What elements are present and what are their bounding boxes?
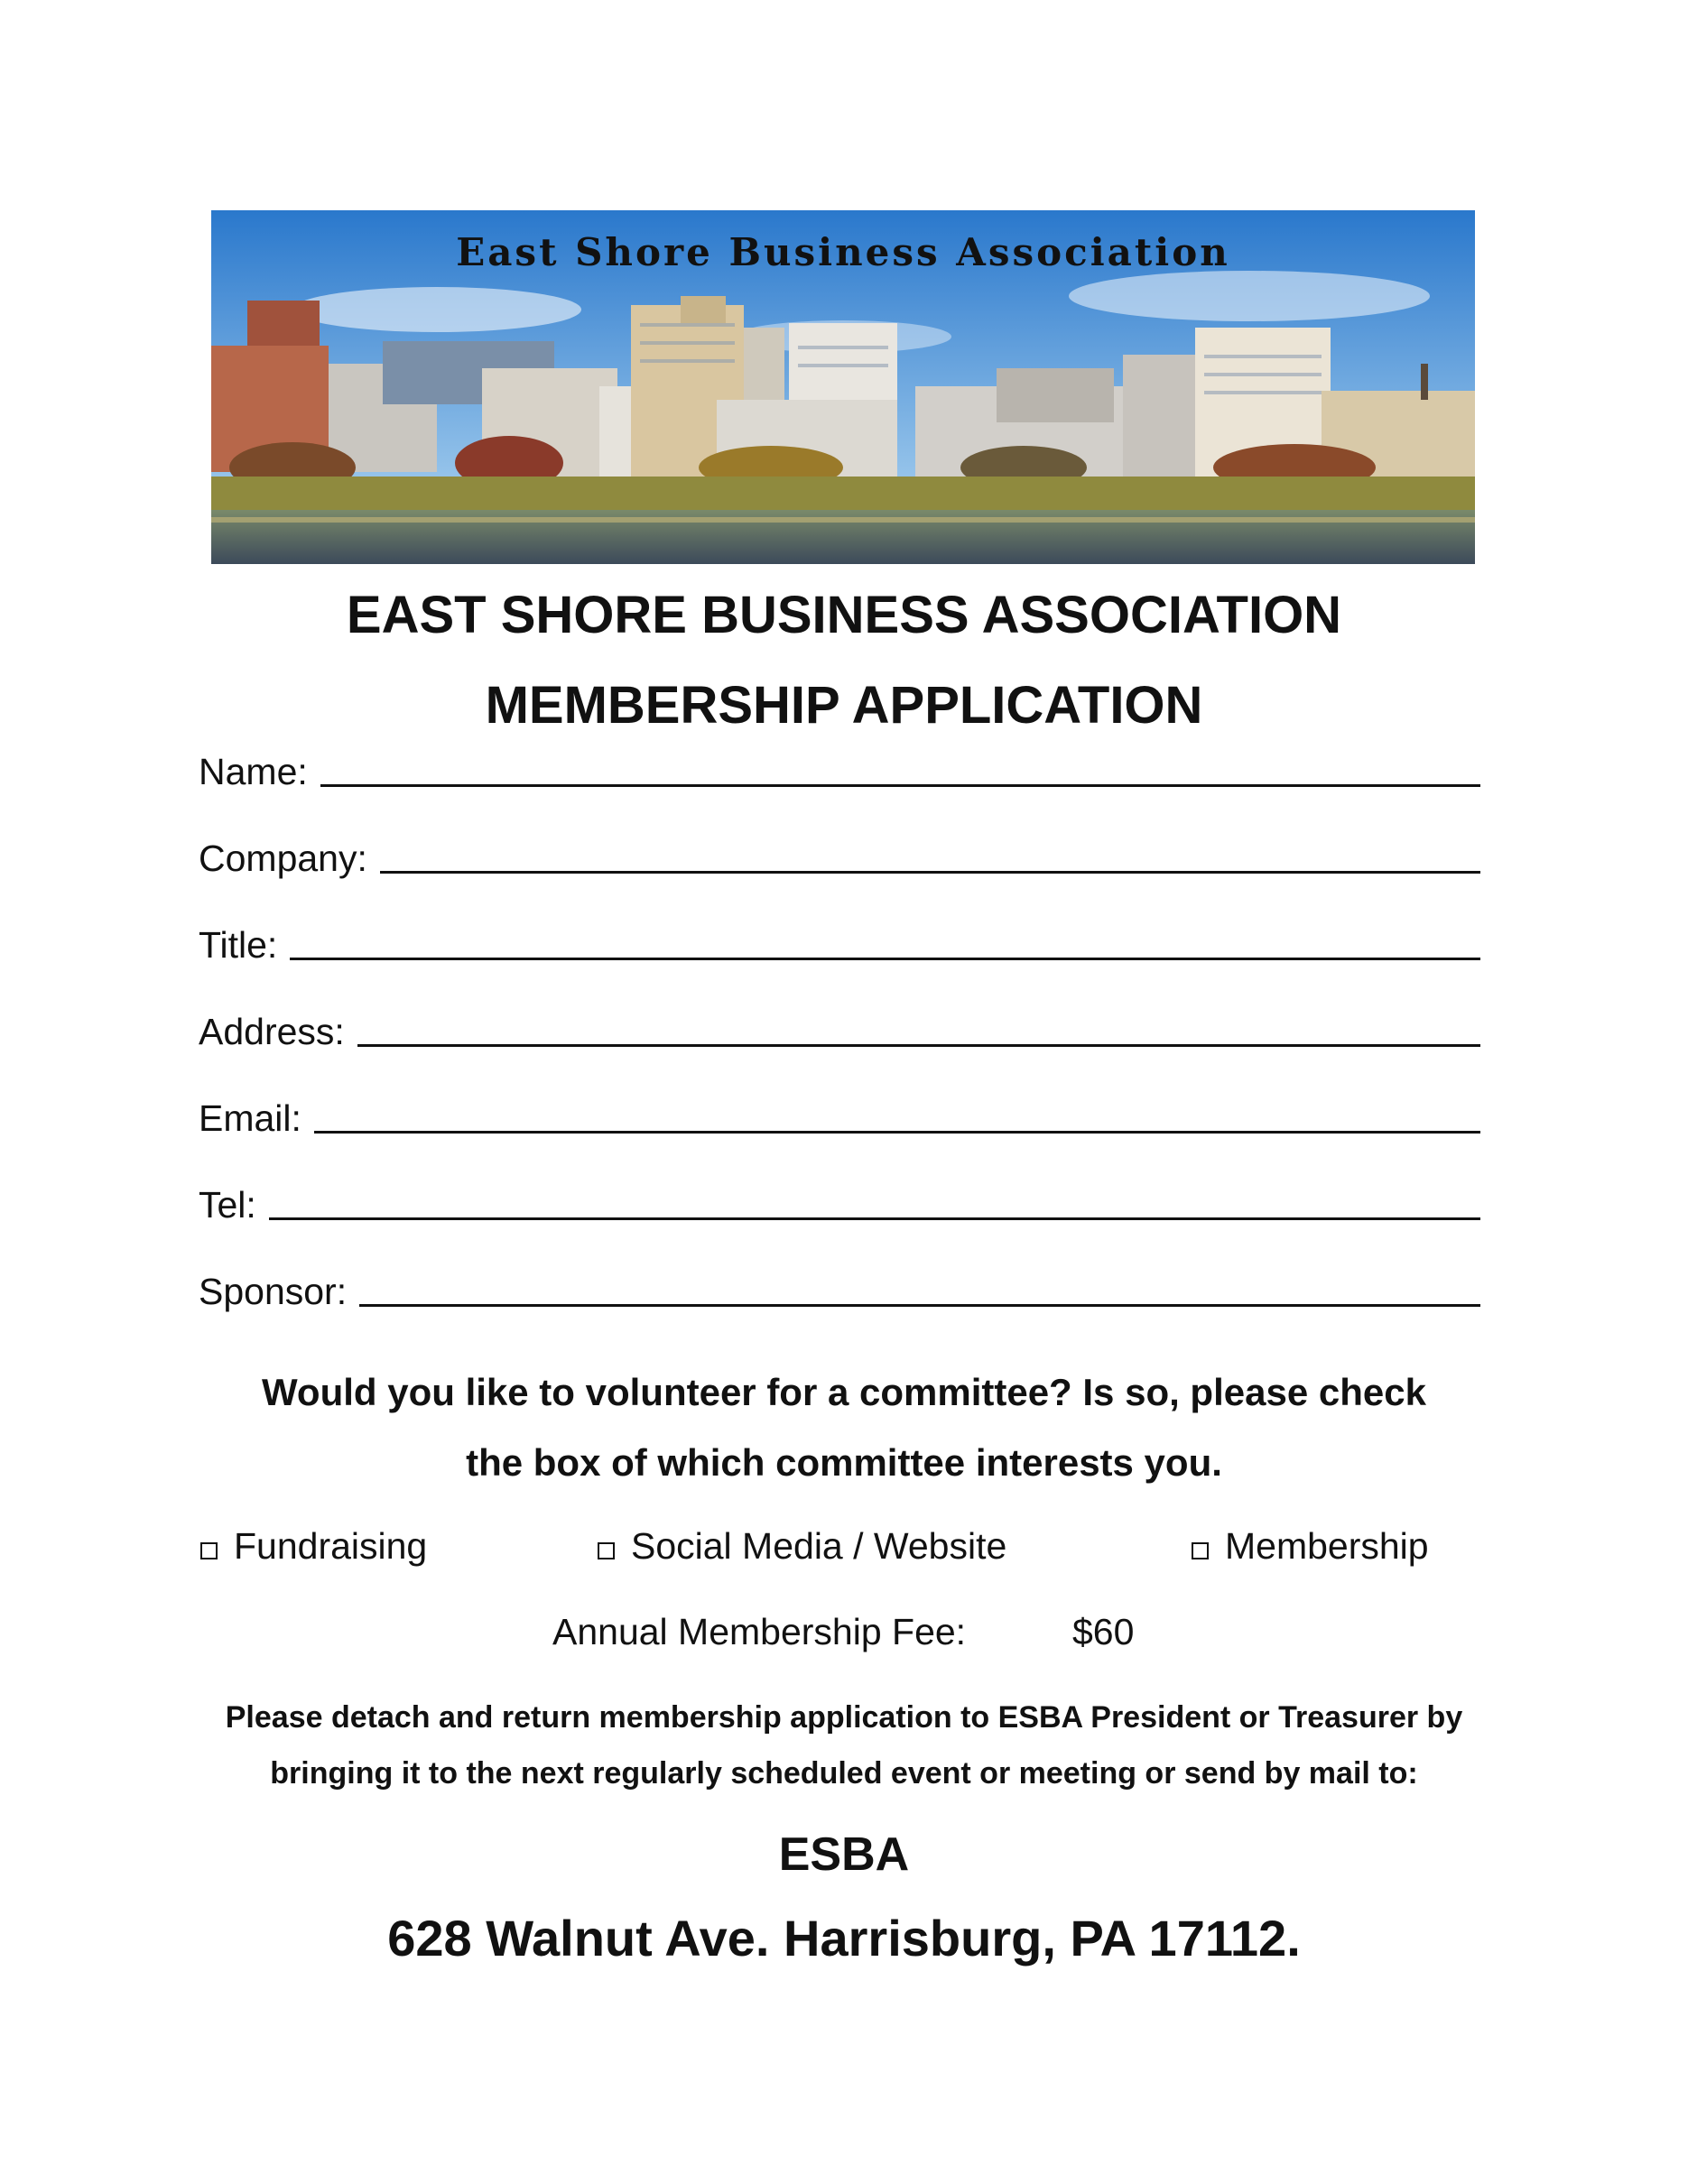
address-field[interactable] bbox=[199, 998, 1480, 1052]
email-field[interactable] bbox=[199, 1085, 1480, 1139]
committee-option-fundraising[interactable] bbox=[200, 1525, 427, 1568]
company-label: Company: bbox=[199, 838, 367, 879]
header-banner bbox=[211, 210, 1475, 564]
sponsor-field[interactable] bbox=[199, 1258, 1480, 1312]
name-field[interactable] bbox=[199, 738, 1480, 792]
banner-title: East Shore Business Association bbox=[456, 230, 1230, 274]
instructions-line2: bringing it to the next regularly scheduled event or meeting or send by mail to: bbox=[270, 1756, 1418, 1791]
committee-option-membership[interactable] bbox=[1192, 1525, 1429, 1568]
committee-question-line2: the box of which committee interests you. bbox=[466, 1441, 1222, 1484]
committee-question-line1: Would you like to volunteer for a committee? Is so, please check bbox=[262, 1371, 1426, 1413]
membership-checkbox[interactable] bbox=[1192, 1542, 1209, 1559]
instructions-line1: Please detach and return membership application to ESBA President or Treasurer by bbox=[225, 1700, 1463, 1735]
fee-amount: $60 bbox=[1072, 1611, 1135, 1652]
page-title: EAST SHORE BUSINESS ASSOCIATION bbox=[346, 586, 1342, 644]
title-field[interactable] bbox=[199, 912, 1480, 966]
address-label: Address: bbox=[199, 1011, 345, 1052]
company-blank-line[interactable] bbox=[380, 871, 1480, 874]
fundraising-checkbox[interactable] bbox=[200, 1542, 218, 1559]
email-label: Email: bbox=[199, 1097, 301, 1139]
membership-label: Membership bbox=[1225, 1525, 1429, 1567]
address-blank-line[interactable] bbox=[357, 1044, 1480, 1047]
return-instructions bbox=[0, 1689, 1688, 1801]
committee-option-social-media[interactable] bbox=[598, 1525, 1006, 1568]
tel-field[interactable] bbox=[199, 1171, 1480, 1226]
title-label: Title: bbox=[199, 924, 278, 966]
title-blank-line[interactable] bbox=[290, 958, 1480, 960]
tel-label: Tel: bbox=[199, 1184, 256, 1226]
sponsor-blank-line[interactable] bbox=[359, 1304, 1480, 1307]
email-blank-line[interactable] bbox=[314, 1131, 1480, 1134]
social-media-checkbox[interactable] bbox=[598, 1542, 615, 1559]
page-subtitle: MEMBERSHIP APPLICATION bbox=[485, 676, 1203, 735]
fundraising-label: Fundraising bbox=[234, 1525, 428, 1567]
name-blank-line[interactable] bbox=[320, 784, 1480, 787]
name-label: Name: bbox=[199, 751, 308, 792]
tel-blank-line[interactable] bbox=[269, 1217, 1480, 1220]
sponsor-label: Sponsor: bbox=[199, 1271, 348, 1312]
mailing-address: 628 Walnut Ave. Harrisburg, PA 17112. bbox=[387, 1910, 1301, 1967]
mailing-org: ESBA bbox=[778, 1828, 910, 1881]
company-field[interactable] bbox=[199, 825, 1480, 879]
committee-question bbox=[0, 1357, 1688, 1498]
social-media-label: Social Media / Website bbox=[631, 1525, 1007, 1567]
fee-label: Annual Membership Fee: bbox=[552, 1611, 967, 1652]
